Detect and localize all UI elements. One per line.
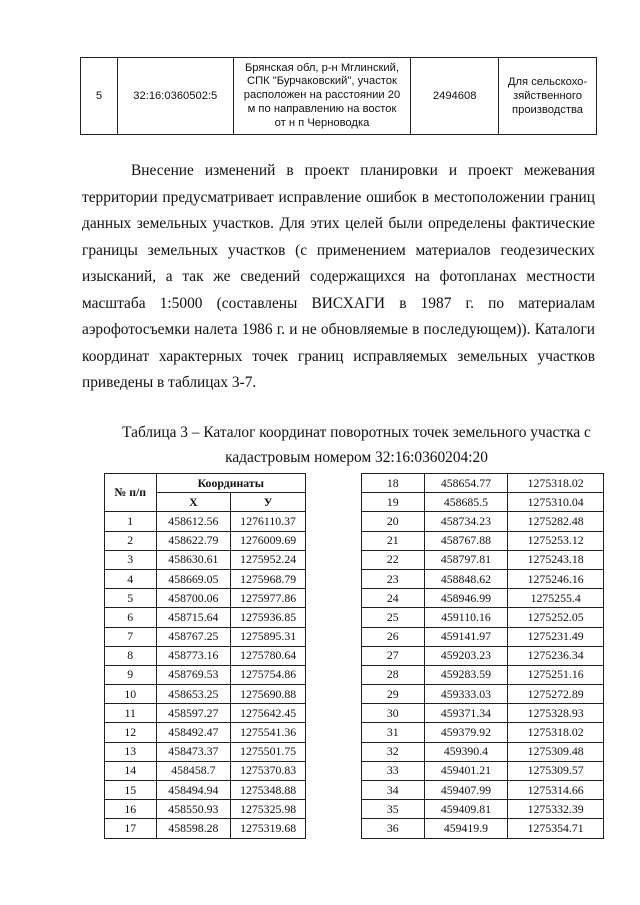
table-caption: Таблица 3 – Каталог координат поворотных точек земельного участка с кадастровым номером 32:16:0360204:20 — [122, 424, 591, 466]
point-number: 5 — [105, 589, 157, 608]
coord-y: 1275936.85 — [231, 608, 306, 627]
coord-y: 1275754.86 — [231, 665, 306, 684]
coord-x: 459409.81 — [424, 800, 508, 819]
coord-y: 1275314.66 — [508, 781, 604, 800]
point-number: 32 — [362, 742, 425, 761]
coord-x: 458653.25 — [156, 685, 231, 704]
coord-x: 459401.21 — [424, 761, 508, 780]
coord-x: 458848.62 — [424, 569, 508, 588]
coord-x: 459110.16 — [424, 608, 508, 627]
coord-y: 1275243.18 — [508, 550, 604, 569]
coord-y: 1275328.93 — [508, 704, 604, 723]
coord-x: 458769.53 — [156, 665, 231, 684]
table-row — [362, 550, 604, 569]
table-row — [105, 627, 306, 646]
coordinates-table-left — [104, 473, 306, 839]
table-row — [105, 800, 306, 819]
coord-x: 459141.97 — [424, 627, 508, 646]
table-row — [362, 742, 604, 761]
coord-x: 458734.23 — [424, 512, 508, 531]
point-number: 15 — [105, 781, 157, 800]
coord-y: 1275541.36 — [231, 723, 306, 742]
point-number: 33 — [362, 761, 425, 780]
table-row — [105, 569, 306, 588]
table-row — [362, 608, 604, 627]
table-row — [105, 742, 306, 761]
parcel-location: Брянская обл, р-н Мглинский, СПК "Бурчаковский", участок расположен на расстоянии 20 м по направлению на восток от н п Черноводка — [233, 58, 411, 135]
point-number: 22 — [362, 550, 425, 569]
header-x: X — [156, 493, 231, 512]
table-row — [105, 781, 306, 800]
coord-y: 1275348.88 — [231, 781, 306, 800]
parcel-purpose: Для сельскохо- зяйственного производства — [499, 58, 597, 135]
point-number: 26 — [362, 627, 425, 646]
coord-x: 459333.03 — [424, 685, 508, 704]
point-number: 6 — [105, 608, 157, 627]
table-row — [362, 665, 604, 684]
table-row — [362, 761, 604, 780]
table-row — [105, 646, 306, 665]
coord-x: 459419.9 — [424, 819, 508, 838]
coord-x: 459203.23 — [424, 646, 508, 665]
parcel-number: 5 — [81, 58, 118, 135]
point-number: 9 — [105, 665, 157, 684]
table-row — [105, 665, 306, 684]
table-row — [362, 704, 604, 723]
coord-x: 458622.79 — [156, 531, 231, 550]
table-row — [105, 819, 306, 838]
header-coords: Координаты — [156, 474, 305, 493]
coord-y: 1275325.98 — [231, 800, 306, 819]
header-y: У — [231, 493, 306, 512]
table-row — [362, 646, 604, 665]
coord-y: 1275780.64 — [231, 646, 306, 665]
point-number: 30 — [362, 704, 425, 723]
point-number: 13 — [105, 742, 157, 761]
table-row — [362, 819, 604, 838]
point-number: 7 — [105, 627, 157, 646]
coord-y: 1275231.49 — [508, 627, 604, 646]
body-paragraph: Внесение изменений в проект планировки и проект межевания территории предусматривает исправление ошибок в местоположении границ данных земельных участков. Для этих целей были определены фактические границы земельных участков (с применением материалов геодезических изысканий, а так же сведений содержащихся на фотопланах местности масштаба 1:5000 (составлены ВИСХАГИ в 1987 г. по материалам аэрофотосъемки налета 1986 г. и не обновляемые в последующем)). Каталоги координат характерных точек границ исправляемых земельных участков приведены в таблицах 3-7. — [82, 162, 595, 391]
point-number: 21 — [362, 531, 425, 550]
coord-y: 1275309.57 — [508, 761, 604, 780]
coord-x: 458550.93 — [156, 800, 231, 819]
table-row — [105, 761, 306, 780]
point-number: 19 — [362, 493, 425, 512]
coord-x: 458685.5 — [424, 493, 508, 512]
point-number: 3 — [105, 550, 157, 569]
coord-x: 458669.05 — [156, 569, 231, 588]
coord-y: 1275255.4 — [508, 589, 604, 608]
coord-y: 1275252.05 — [508, 608, 604, 627]
coord-x: 458492.47 — [156, 723, 231, 742]
point-number: 28 — [362, 665, 425, 684]
coord-y: 1275253.12 — [508, 531, 604, 550]
coord-y: 1275251.16 — [508, 665, 604, 684]
parcel-table — [80, 57, 597, 135]
table-row — [362, 569, 604, 588]
point-number: 1 — [105, 512, 157, 531]
point-number: 17 — [105, 819, 157, 838]
coord-x: 458598.28 — [156, 819, 231, 838]
coord-y: 1275895.31 — [231, 627, 306, 646]
table-row — [362, 685, 604, 704]
coord-y: 1275319.68 — [231, 819, 306, 838]
point-number: 2 — [105, 531, 157, 550]
coord-y: 1275309.48 — [508, 742, 604, 761]
coord-x: 458494.94 — [156, 781, 231, 800]
coord-y: 1276009.69 — [231, 531, 306, 550]
table-row — [105, 512, 306, 531]
coord-y: 1275332.39 — [508, 800, 604, 819]
coord-y: 1275272.89 — [508, 685, 604, 704]
coord-x: 459379.92 — [424, 723, 508, 742]
coord-x: 459407.99 — [424, 781, 508, 800]
point-number: 8 — [105, 646, 157, 665]
point-number: 35 — [362, 800, 425, 819]
table-row — [362, 723, 604, 742]
point-number: 31 — [362, 723, 425, 742]
point-number: 25 — [362, 608, 425, 627]
table-row — [105, 531, 306, 550]
coord-y: 1275246.16 — [508, 569, 604, 588]
table-row — [362, 627, 604, 646]
point-number: 24 — [362, 589, 425, 608]
coord-y: 1275977.86 — [231, 589, 306, 608]
table-row — [362, 589, 604, 608]
coord-x: 458767.88 — [424, 531, 508, 550]
coord-y: 1275236.34 — [508, 646, 604, 665]
table-row — [362, 800, 604, 819]
point-number: 12 — [105, 723, 157, 742]
coord-x: 458715.64 — [156, 608, 231, 627]
point-number: 4 — [105, 569, 157, 588]
table-row — [362, 531, 604, 550]
coord-y: 1275968.79 — [231, 569, 306, 588]
point-number: 10 — [105, 685, 157, 704]
header-num: № п/п — [105, 474, 157, 512]
header-row — [105, 474, 306, 493]
coord-x: 458946.99 — [424, 589, 508, 608]
point-number: 14 — [105, 761, 157, 780]
coord-y: 1275501.75 — [231, 742, 306, 761]
table-row — [105, 723, 306, 742]
coord-x: 459371.34 — [424, 704, 508, 723]
coord-x: 458767.25 — [156, 627, 231, 646]
coord-y: 1275690.88 — [231, 685, 306, 704]
coord-x: 458473.37 — [156, 742, 231, 761]
coord-x: 458700.06 — [156, 589, 231, 608]
table-row — [105, 685, 306, 704]
coord-y: 1275642.45 — [231, 704, 306, 723]
point-number: 16 — [105, 800, 157, 819]
point-number: 36 — [362, 819, 425, 838]
table-row — [105, 704, 306, 723]
table-row — [362, 512, 604, 531]
point-number: 34 — [362, 781, 425, 800]
point-number: 18 — [362, 474, 425, 493]
point-number: 23 — [362, 569, 425, 588]
coord-x: 458630.61 — [156, 550, 231, 569]
coord-y: 1275354.71 — [508, 819, 604, 838]
coord-x: 459283.59 — [424, 665, 508, 684]
coord-x: 458612.56 — [156, 512, 231, 531]
point-number: 29 — [362, 685, 425, 704]
coord-x: 458797.81 — [424, 550, 508, 569]
table-row — [362, 781, 604, 800]
point-number: 27 — [362, 646, 425, 665]
table-row — [105, 608, 306, 627]
coord-y: 1275318.02 — [508, 474, 604, 493]
coordinates-table-right — [361, 473, 604, 839]
coord-x: 458773.16 — [156, 646, 231, 665]
coord-y: 1275310.04 — [508, 493, 604, 512]
table-row — [362, 474, 604, 493]
table-row — [362, 493, 604, 512]
parcel-row — [81, 58, 597, 135]
coord-y: 1275952.24 — [231, 550, 306, 569]
parcel-area: 2494608 — [411, 58, 499, 135]
coord-x: 458597.27 — [156, 704, 231, 723]
point-number: 20 — [362, 512, 425, 531]
table-row — [105, 550, 306, 569]
coord-y: 1275282.48 — [508, 512, 604, 531]
point-number: 11 — [105, 704, 157, 723]
coord-y: 1275370.83 — [231, 761, 306, 780]
table-row — [105, 589, 306, 608]
coord-x: 458654.77 — [424, 474, 508, 493]
parcel-cadastral-number: 32:16:0360502:5 — [117, 58, 233, 135]
coord-y: 1276110.37 — [231, 512, 306, 531]
coord-y: 1275318.02 — [508, 723, 604, 742]
coord-x: 459390.4 — [424, 742, 508, 761]
coord-x: 458458.7 — [156, 761, 231, 780]
